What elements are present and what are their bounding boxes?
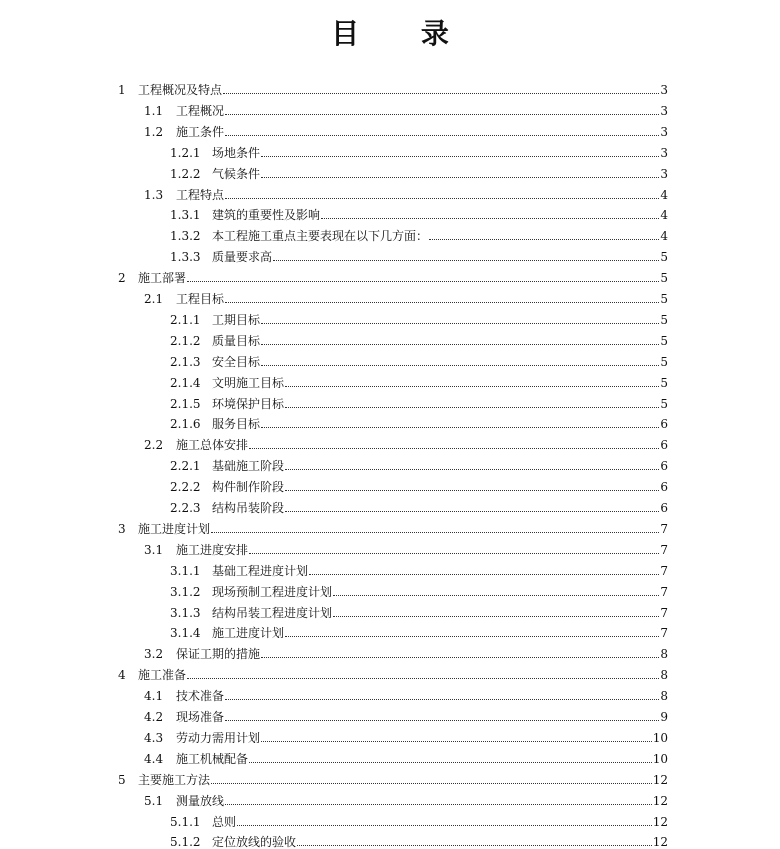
toc-entry-page: 5	[660, 292, 668, 306]
toc-entry-page: 6	[660, 480, 668, 495]
toc-entry-number: 2.2.2	[170, 480, 201, 495]
toc-entry-title: 施工进度安排	[176, 542, 249, 557]
toc-entry-number: 2.2	[144, 438, 164, 453]
toc-entry-number: 1.3.3	[170, 250, 201, 265]
toc-entry-page: 10	[652, 730, 668, 745]
toc-entry-page: 12	[652, 772, 668, 787]
toc-entry[interactable]	[118, 76, 668, 97]
toc-dot-leader	[187, 678, 659, 679]
toc-dot-leader	[225, 720, 659, 721]
toc-entry-title: 安全目标	[212, 354, 261, 369]
toc-entry-page: 5	[660, 333, 668, 348]
toc-entry-number: 5.1.1	[170, 814, 201, 829]
toc-dot-leader	[321, 218, 659, 219]
toc-dot-leader	[223, 93, 659, 94]
toc-dot-leader	[285, 490, 659, 491]
toc-entry-title: 基础施工阶段	[212, 459, 285, 474]
toc-entry[interactable]	[144, 682, 668, 703]
toc-dot-leader	[261, 657, 659, 658]
toc-entry-page: 12	[652, 814, 668, 829]
toc-entry-title: 施工部署	[138, 271, 187, 286]
toc-entry-page: 3	[660, 103, 668, 118]
toc-entry-number: 2.1.4	[170, 375, 201, 390]
toc-entry-title: 文明施工目标	[212, 375, 285, 390]
toc-entry-title: 质量目标	[212, 333, 261, 348]
toc-entry-page: 3	[660, 145, 668, 160]
toc-entry-title: 工程特点	[176, 187, 225, 202]
toc-entry[interactable]	[118, 264, 668, 285]
toc-dot-leader	[211, 783, 652, 784]
toc-entry-number: 5.1.2	[170, 835, 201, 849]
toc-dot-leader	[285, 469, 659, 470]
toc-entry-title: 气候条件	[212, 166, 261, 181]
toc-entry-page: 3	[660, 124, 668, 139]
toc-entry-page: 4	[660, 208, 668, 223]
toc-entry[interactable]	[170, 578, 668, 599]
toc-entry-title: 劳动力需用计划	[176, 730, 261, 745]
toc-entry[interactable]	[144, 97, 668, 118]
toc-entry[interactable]	[144, 703, 668, 724]
page-title: 目 录	[331, 17, 475, 50]
toc-entry-number: 2	[118, 271, 126, 286]
toc-entry[interactable]	[170, 306, 668, 327]
toc-entry-title: 施工进度计划	[138, 521, 211, 536]
toc-entry-page: 4	[660, 187, 668, 202]
toc-entry[interactable]	[144, 431, 668, 452]
toc-dot-leader	[249, 448, 659, 449]
toc-dot-leader	[285, 386, 659, 387]
toc-entry[interactable]	[170, 390, 668, 411]
toc-entry-number: 1.2	[144, 124, 164, 139]
toc-entry[interactable]	[118, 661, 668, 682]
toc-entry-page: 8	[660, 668, 668, 683]
toc-entry-number: 3.1.3	[170, 605, 201, 620]
toc-entry-title: 结构吊装工程进度计划	[212, 605, 333, 620]
toc-entry[interactable]	[170, 222, 668, 243]
toc-dot-leader	[261, 365, 659, 366]
toc-entry-page: 8	[660, 647, 668, 662]
toc-entry-page: 6	[660, 438, 668, 453]
toc-entry-title: 施工机械配备	[176, 751, 249, 766]
toc-entry[interactable]	[170, 494, 668, 515]
toc-entry[interactable]	[170, 452, 668, 473]
toc-dot-leader	[261, 427, 659, 428]
toc-entry-page: 9	[660, 710, 668, 724]
toc-entry-page: 3	[660, 83, 668, 97]
toc-entry-page: 7	[660, 605, 668, 620]
toc-dot-leader	[211, 532, 659, 533]
toc-entry-number: 3.1.4	[170, 626, 201, 641]
toc-dot-leader	[285, 407, 659, 408]
toc-dot-leader	[309, 574, 659, 575]
toc-entry[interactable]	[170, 369, 668, 390]
toc-entry-page: 7	[660, 542, 668, 557]
toc-entry-title: 质量要求高	[212, 250, 273, 265]
toc-dot-leader	[225, 804, 652, 805]
toc-entry[interactable]	[170, 808, 668, 829]
toc-dot-leader	[273, 260, 659, 261]
toc-entry-title: 构件制作阶段	[212, 480, 285, 495]
toc-entry[interactable]	[170, 201, 668, 222]
toc-entry-page: 6	[660, 417, 668, 432]
toc-entry-number: 2.2.3	[170, 501, 201, 515]
toc-entry[interactable]	[144, 640, 668, 661]
toc-entry[interactable]	[144, 118, 668, 139]
toc-entry-title: 工程概况及特点	[138, 83, 223, 97]
toc-entry-title: 工期目标	[212, 312, 261, 327]
toc-entry[interactable]	[170, 473, 668, 494]
toc-dot-leader	[225, 114, 659, 115]
toc-entry-page: 5	[660, 271, 668, 286]
toc-dot-leader	[285, 636, 659, 637]
toc-entry[interactable]	[170, 410, 668, 431]
toc-entry-number: 4.3	[144, 730, 164, 745]
toc-entry-page: 5	[660, 354, 668, 369]
toc-entry[interactable]	[144, 181, 668, 202]
toc-entry-number: 2.1.3	[170, 354, 201, 369]
toc-entry-page: 5	[660, 396, 668, 411]
toc-entry[interactable]	[170, 348, 668, 369]
toc-entry-number: 3.1.2	[170, 584, 201, 599]
toc-entry-title: 环境保护目标	[212, 396, 285, 411]
toc-entry-number: 3	[118, 521, 126, 536]
toc-entry-number: 4.1	[144, 689, 164, 704]
toc-entry-number: 1.2.2	[170, 166, 201, 181]
toc-entry-number: 2.1	[144, 292, 164, 306]
toc-entry-title: 施工进度计划	[212, 626, 285, 641]
toc-entry-title: 施工总体安排	[176, 438, 249, 453]
toc-entry[interactable]	[118, 515, 668, 536]
toc-entry-title: 建筑的重要性及影响	[212, 208, 321, 223]
toc-entry-page: 10	[652, 751, 668, 766]
toc-entry-title: 现场预制工程进度计划	[212, 584, 333, 599]
toc-entry-page: 7	[660, 521, 668, 536]
toc-dot-leader	[237, 825, 652, 826]
toc-entry-title: 工程目标	[176, 292, 225, 306]
toc-entry-title: 施工条件	[176, 124, 225, 139]
toc-entry-number: 4	[118, 668, 126, 683]
toc-dot-leader	[261, 344, 659, 345]
toc-entry[interactable]	[118, 766, 668, 787]
toc-entry-page: 6	[660, 501, 668, 515]
toc-entry-number: 2.1.1	[170, 312, 201, 327]
toc-entry-page: 12	[652, 835, 668, 849]
toc-entry[interactable]	[170, 599, 668, 620]
toc-entry-title: 结构吊装阶段	[212, 501, 285, 515]
toc-entry[interactable]	[170, 160, 668, 181]
toc-entry-title: 技术准备	[176, 689, 225, 704]
toc-dot-leader	[225, 699, 659, 700]
toc-entry-number: 4.4	[144, 751, 164, 766]
toc-entry-page: 5	[660, 250, 668, 265]
toc-entry-number: 2.1.5	[170, 396, 201, 411]
toc-entry-page: 3	[660, 166, 668, 181]
toc-dot-leader	[261, 177, 659, 178]
toc-entry-number: 2.1.6	[170, 417, 201, 432]
toc-entry[interactable]	[144, 745, 668, 766]
toc-dot-leader	[187, 281, 659, 282]
toc-entry-page: 7	[660, 563, 668, 578]
toc-entry-title: 保证工期的措施	[176, 647, 261, 662]
toc-entry-number: 1.1	[144, 103, 164, 118]
toc-entry-title: 测量放线	[176, 793, 225, 808]
toc-dot-leader	[261, 741, 652, 742]
toc-entry-number: 2.1.2	[170, 333, 201, 348]
toc-entry-page: 7	[660, 584, 668, 599]
toc-entry[interactable]	[144, 285, 668, 306]
toc-entry-page: 5	[660, 375, 668, 390]
toc-entry-title: 主要施工方法	[138, 772, 211, 787]
toc-entry[interactable]	[170, 619, 668, 640]
toc-entry-title: 本工程施工重点主要表现在以下几方面：	[212, 229, 429, 244]
toc-dot-leader	[261, 156, 659, 157]
toc-entry-title: 场地条件	[212, 145, 261, 160]
toc-entry-number: 5.1	[144, 793, 164, 808]
toc-entry-number: 1	[118, 83, 126, 97]
toc-dot-leader	[333, 595, 659, 596]
toc-entry-title: 定位放线的验收	[212, 835, 297, 849]
toc-entry-number: 1.3	[144, 187, 164, 202]
toc-entry[interactable]	[144, 724, 668, 745]
toc-entry-page: 8	[660, 689, 668, 704]
toc-entry-page: 12	[652, 793, 668, 808]
toc-entry-title: 施工准备	[138, 668, 187, 683]
toc-entry-title: 总则	[212, 814, 237, 829]
toc-entry-number: 3.2	[144, 647, 164, 662]
toc-dot-leader	[249, 553, 659, 554]
toc-dot-leader	[261, 323, 659, 324]
toc-entry[interactable]	[144, 536, 668, 557]
toc-entry[interactable]	[170, 139, 668, 160]
toc-entry-page: 5	[660, 312, 668, 327]
toc-dot-leader	[225, 302, 659, 303]
toc-entry-number: 4.2	[144, 710, 164, 724]
toc-entry-number: 3.1.1	[170, 563, 201, 578]
toc-entry-title: 服务目标	[212, 417, 261, 432]
toc-entry-number: 3.1	[144, 542, 164, 557]
toc-entry-number: 1.3.2	[170, 229, 201, 244]
toc-dot-leader	[285, 511, 659, 512]
toc-entry[interactable]	[170, 327, 668, 348]
toc-entry-number: 2.2.1	[170, 459, 201, 474]
toc-entry[interactable]	[170, 243, 668, 264]
toc-entry-page: 4	[660, 229, 668, 244]
toc-entry-title: 现场准备	[176, 710, 225, 724]
toc-dot-leader	[225, 135, 659, 136]
toc-entry[interactable]	[170, 557, 668, 578]
toc-dot-leader	[333, 616, 659, 617]
toc-dot-leader	[225, 198, 659, 199]
toc-entry-number: 1.3.1	[170, 208, 201, 223]
toc-entry[interactable]	[144, 787, 668, 808]
toc-dot-leader	[429, 239, 659, 240]
toc-dot-leader	[249, 762, 652, 763]
toc-entry-title: 基础工程进度计划	[212, 563, 309, 578]
toc-entry-title: 工程概况	[176, 103, 225, 118]
toc-entry-page: 6	[660, 459, 668, 474]
toc-entry-number: 1.2.1	[170, 145, 201, 160]
toc-entry-page: 7	[660, 626, 668, 641]
toc-entry-number: 5	[118, 772, 126, 787]
